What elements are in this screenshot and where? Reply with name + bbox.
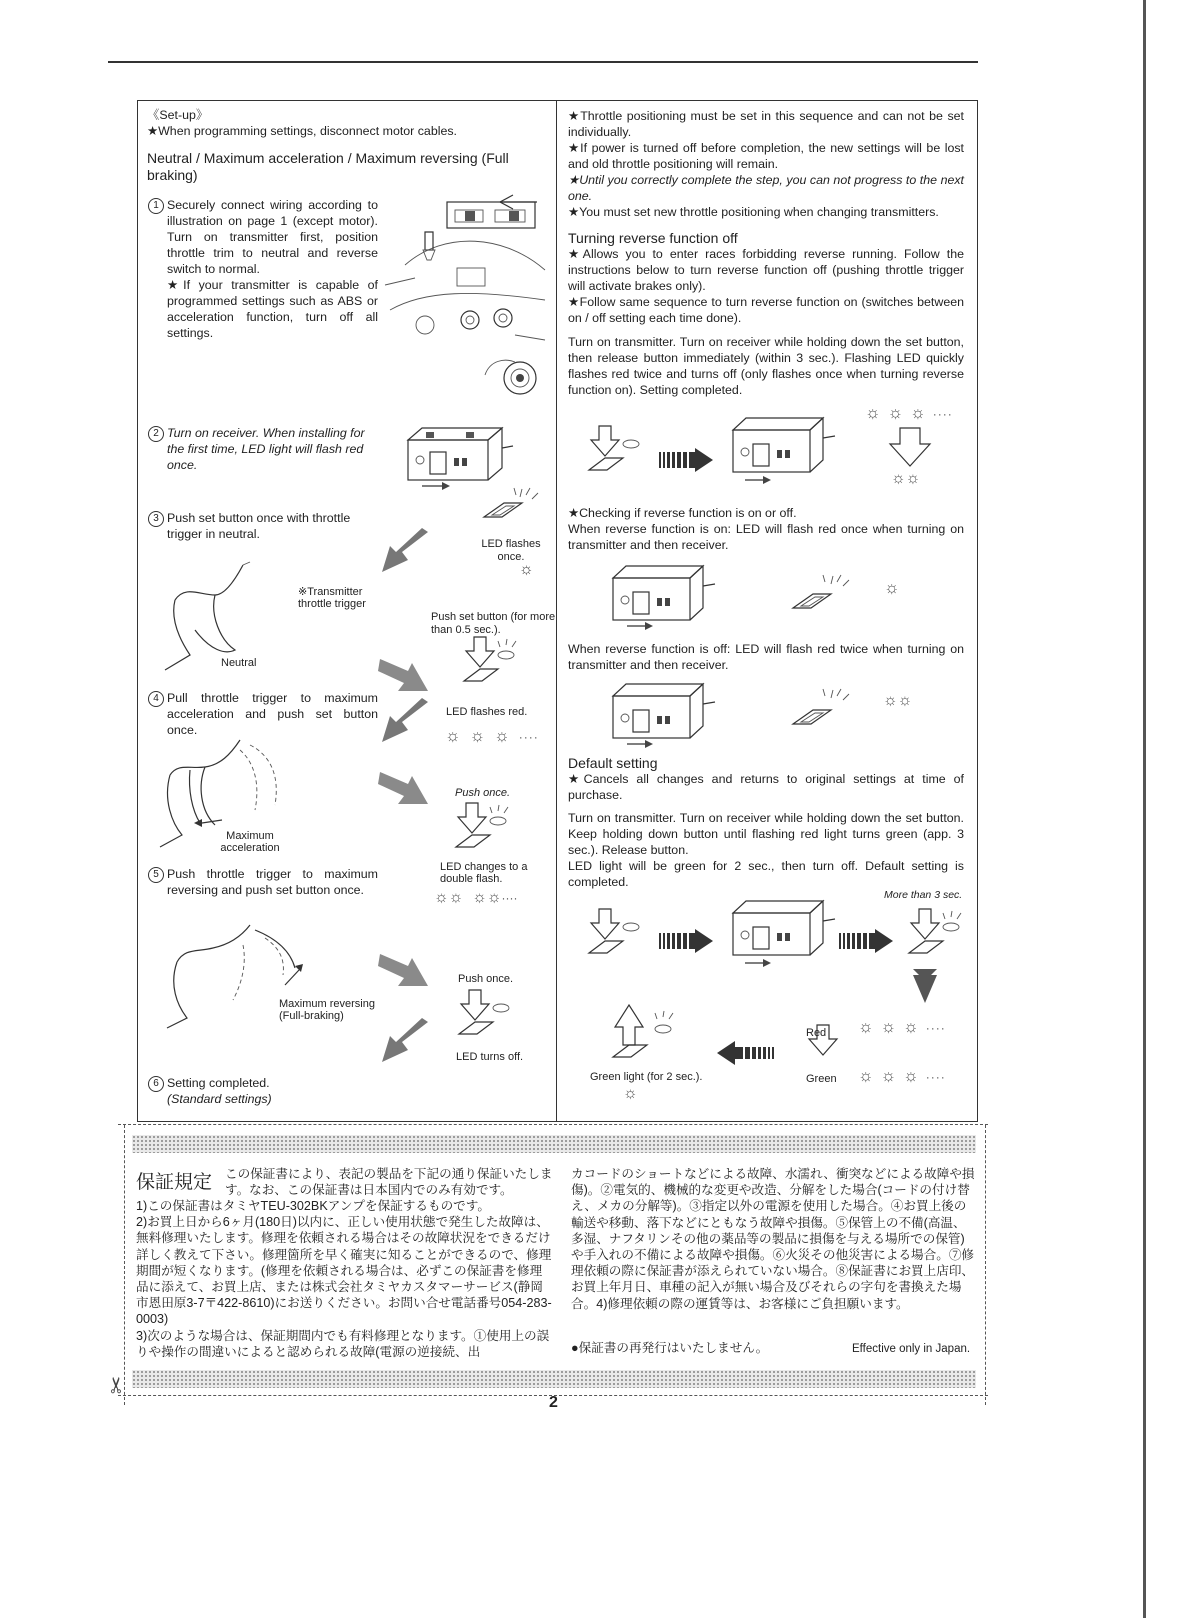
double-sparkle-icon: ☼☼: [891, 470, 921, 487]
caption-neutral: Neutral: [221, 657, 257, 669]
arrow-down-right-icon: [378, 768, 430, 808]
reverse-note-1: ★Allows you to enter races forbidding reverse running. Follow the instructions below to turn reverse function off (pushing throttle trigger will activate brakes only).: [568, 247, 964, 293]
warranty-title: 保証規定: [136, 1171, 213, 1193]
scan-edge-line: [1143, 0, 1146, 1618]
transmitter-illustration: [385, 190, 550, 400]
step-6: [148, 1075, 378, 1107]
warranty-cut-line-right: [985, 1125, 986, 1405]
reverse-title: Turning reverse function off: [568, 230, 738, 246]
step-1: [148, 197, 378, 341]
double-sparkle-row-icon: ☼☼ ☼☼····: [434, 889, 518, 906]
step-number: 2: [148, 426, 164, 442]
step-5: [148, 866, 378, 898]
step-6-sub: (Standard settings): [167, 1092, 272, 1106]
red-sparkle-row-icon: ☼☼☼····: [858, 1017, 946, 1036]
caption-led-flashes-once: LED flashes once.: [481, 538, 541, 563]
sparkle-icon: ☼: [884, 578, 900, 597]
caption-push-once-2: Push once.: [458, 973, 514, 985]
setup-title: 《Set-up》: [147, 108, 209, 122]
reverse-note-2: ★Follow same sequence to turn reverse function on (switches between on / off setting each time done).: [568, 295, 964, 325]
arrow-down-left-icon: [380, 700, 430, 745]
caption-push-set-button: Push set button (for more than 0.5 sec.).: [431, 611, 556, 636]
press-button-icon: [460, 637, 530, 685]
step-number: 5: [148, 867, 164, 883]
step-4-text: Pull throttle trigger to maximum acceleration and push set button once.: [167, 691, 378, 737]
reverse-notes: [568, 246, 964, 326]
setup-note: ★When programming settings, disconnect motor cables.: [147, 124, 457, 138]
step-2: [148, 425, 378, 473]
step-5-text: Push throttle trigger to maximum reversing and push set button once.: [167, 867, 378, 897]
caption-maximum-reversing: Maximum reversing (Full-braking): [279, 998, 375, 1022]
warranty-intro: この保証書により、表記の製品を下記の通り保証いたします。なお、この保証書は日本国内でのみ有効です。: [225, 1167, 553, 1198]
step-1-note: ★If your transmitter is capable of programmed settings such as ABS or acceleration function, turn off all settings.: [167, 278, 378, 340]
warranty-item-3: 3)次のような場合は、保証期間内でも有料修理となります。①使用上の誤りや操作の間違いによると認められる故障(電源の逆接続、出: [136, 1328, 550, 1359]
warranty-body-left: [136, 1198, 553, 1360]
sparkle-icon: ☼: [623, 1085, 638, 1102]
reverse-on-diagram: [605, 560, 905, 635]
check-title: ★Checking if reverse function is on or off.: [568, 506, 797, 520]
warranty-border-top: [132, 1135, 976, 1153]
caption-more-than: More than 3 sec.: [884, 889, 963, 901]
caption-maximum-acceleration: Maximum acceleration: [220, 830, 280, 854]
warranty-cut-line-left: [124, 1125, 125, 1405]
caption-push-once-1: Push once.: [455, 787, 511, 799]
sparkle-icon: ☼: [519, 561, 534, 578]
caption-led-changes: LED changes to a double flash.: [440, 861, 528, 885]
check-off-text: When reverse function is off: LED will flash red twice when turning on transmitter and then receiver.: [568, 642, 964, 672]
label-green: Green: [806, 1073, 837, 1085]
step-number: 3: [148, 511, 164, 527]
green-sparkle-row-icon: ☼☼☼····: [858, 1066, 946, 1085]
arrow-down-left-icon: [380, 530, 430, 575]
step-4: [148, 690, 378, 738]
reverse-instructions: Turn on transmitter. Turn on receiver while holding down the set button, then release button immediately (within 3 sec.). Flashing LED quickly flashes red twice and turns off (only flashes once when turning reverse function on). Setting completed.: [568, 335, 964, 397]
arrow-down-left-icon: [380, 1020, 430, 1065]
sparkle-row-icon: ☼☼☼····: [865, 403, 953, 422]
top-rule: [108, 61, 978, 63]
section-title: Neutral / Maximum acceleration / Maximum reversing (Full braking): [147, 150, 509, 183]
step-6-text: Setting completed.: [167, 1076, 270, 1090]
warranty-effective: Effective only in Japan.: [852, 1343, 971, 1355]
double-sparkle-icon: ☼☼: [883, 692, 913, 709]
caption-led-turns-off: LED turns off.: [456, 1051, 524, 1063]
default-instructions-2: LED light will be green for 2 sec., then turn off. Default setting is completed.: [568, 859, 964, 889]
page-number: 2: [549, 1394, 558, 1411]
step-1-text: Securely connect wiring according to illustration on page 1 (except motor). Turn on transmitter first, position throttle trim to neutral and reverse switch to normal.: [167, 198, 378, 276]
press-button-icon: [452, 803, 522, 851]
caption-transmitter-trigger: ※Transmitter throttle trigger: [298, 586, 366, 610]
step-3-text: Push set button once with throttle trigger in neutral.: [167, 511, 351, 541]
press-button-icon: [455, 990, 525, 1038]
default-title: Default setting: [568, 755, 658, 771]
warranty-item-1: 1)この保証書はタミヤTEU-302BKアンプを保証するものです。: [136, 1199, 490, 1213]
reverse-off-check-diagram: [605, 678, 905, 753]
scissors-icon: ✂: [104, 1375, 130, 1395]
caption-led-flashes-red: LED flashes red.: [446, 706, 528, 718]
note-complete-step: ★Until you correctly complete the step, you can not progress to the next one.: [568, 173, 964, 203]
sparkle-row-icon: ☼☼☼····: [445, 726, 539, 745]
warranty-border-bottom: [132, 1370, 976, 1388]
arrow-down-right-icon: [378, 950, 430, 990]
receiver-unit-illustration: [398, 420, 513, 495]
step-number: 1: [148, 198, 164, 214]
note-sequence: ★Throttle positioning must be set in this sequence and can not be set individually.: [568, 109, 964, 139]
warranty-cut-line-top: [118, 1124, 988, 1125]
warranty-no-reissue: ●保証書の再発行はいたしません。: [571, 1341, 769, 1355]
warranty-body-right: カコードのショートなどによる故障、水濡れ、衝突などによる故障や損傷)。②電気的、機械的な変更や改造、分解をした場合(コードの付け替え、メカの分解等)。③指定以外の電源を使用した場合。④お買上後の輸送や移動、落下などにともなう故障や損傷。⑤保管上の不備(高温、多湿、ナフタリンその他の薬品等の製品に損傷を与える場所での保管)や手入れの不備による故障や損傷。⑥火災その他災害による場合。⑦修理依頼の際に保証書が添えられていない場合。⑧保証書にお買上店印、お買上年月日、車種の記入が無い場合及びそれらの字句を書換えた場合。4)修理依頼の際の運賃等は、お客様にご負担願います。: [571, 1167, 975, 1311]
check-on-text: When reverse function is on: LED will flash red once when turning on transmitter and then receiver.: [568, 522, 964, 552]
label-red: Red: [806, 1027, 827, 1039]
step-number: 6: [148, 1076, 164, 1092]
step-2-text: Turn on receiver. When installing for the first time, LED light will flash red once.: [167, 426, 365, 472]
step-number: 4: [148, 691, 164, 707]
default-note: ★Cancels all changes and returns to original settings at time of purchase.: [568, 772, 964, 802]
step-3: [148, 510, 378, 542]
column-divider: [556, 100, 557, 1121]
note-transmitters: ★You must set new throttle positioning when changing transmitters.: [568, 205, 939, 219]
arrow-down-right-icon: [378, 655, 430, 695]
right-notes: [568, 108, 964, 220]
warranty-item-2: 2)お買上日から6ヶ月(180日)以内に、正しい使用状態で発生した故障は、無料修理いたします。修理を依頼される場合はその故障状況をできるだけ詳しく教えて下さい。修理箇所を早く確実に知ることができるので、修理期間が短くなります。(修理を依頼される場合は、必ずこの保証書を修理品に添えて、お買上店、または株式会社タミヤカスタマーサービス(静岡市恩田原3-7〒422-8610)にお送りください。お問い合せ電話番号054-283-0003): [136, 1215, 552, 1327]
set-button-led-illustration: [480, 485, 550, 530]
caption-green-light: Green light (for 2 sec.).: [590, 1071, 703, 1083]
default-instructions: Turn on transmitter. Turn on receiver while holding down the set button. Keep holding down button until flashing red light turns green (app. 3 sec.). Release button.: [568, 811, 964, 857]
note-power-off: ★If power is turned off before completion, the new settings will be lost and old throttle positioning will remain.: [568, 141, 964, 171]
